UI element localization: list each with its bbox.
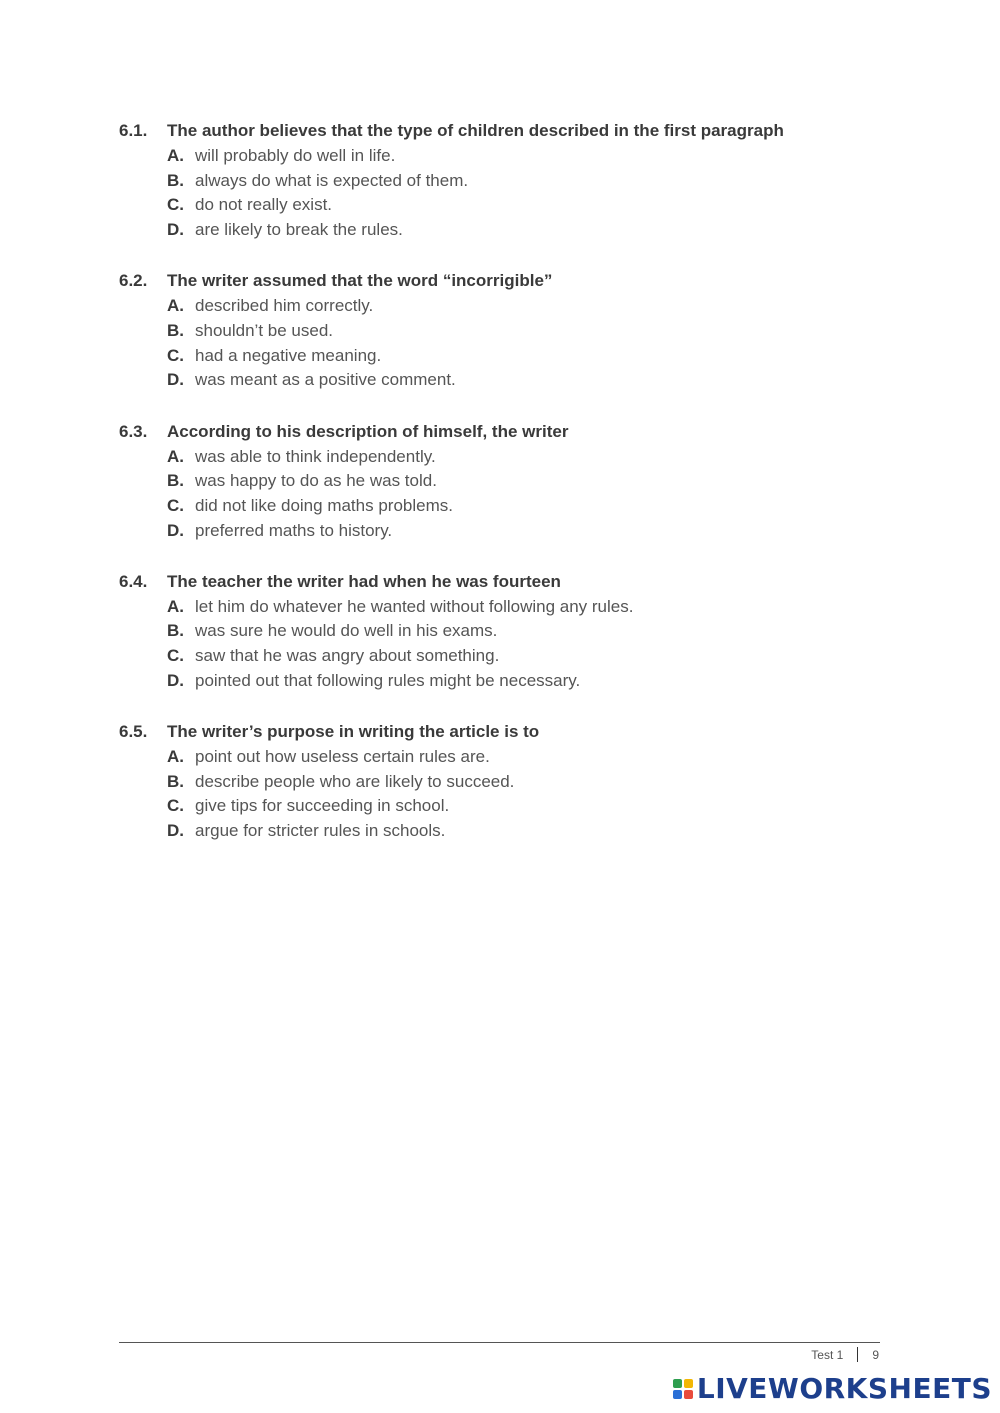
option-letter: C. — [167, 796, 184, 816]
answer-option[interactable] — [119, 745, 879, 770]
answer-options — [119, 445, 879, 544]
question-text: The writer assumed that the word “incorrigible” — [167, 271, 553, 291]
question-block — [119, 718, 879, 844]
answer-options — [119, 294, 879, 393]
option-text: had a negative meaning. — [195, 345, 382, 365]
option-letter: D. — [167, 821, 184, 841]
option-text: pointed out that following rules might be necessary. — [195, 670, 581, 690]
option-text: let him do whatever he wanted without following any rules. — [195, 596, 634, 616]
option-letter: B. — [167, 471, 184, 491]
option-text: always do what is expected of them. — [195, 170, 469, 190]
question-text: According to his description of himself, the writer — [167, 421, 569, 441]
page-number: 9 — [872, 1347, 879, 1362]
option-text: will probably do well in life. — [195, 146, 396, 165]
answer-option[interactable] — [119, 144, 879, 169]
option-letter: A. — [167, 296, 184, 316]
page-footer — [811, 1347, 879, 1362]
answer-option[interactable] — [119, 519, 879, 544]
question-text: The author believes that the type of children described in the first paragraph — [167, 121, 784, 140]
option-letter: D. — [167, 520, 184, 540]
option-text: do not really exist. — [195, 195, 333, 215]
question-number: 6.4. — [119, 571, 148, 591]
option-text: argue for stricter rules in schools. — [195, 821, 446, 841]
option-letter: D. — [167, 220, 184, 240]
option-text: shouldn’t be used. — [195, 320, 333, 340]
option-text: did not like doing maths problems. — [195, 495, 453, 515]
answer-option[interactable] — [119, 619, 879, 644]
option-text: preferred maths to history. — [195, 520, 393, 540]
answer-option[interactable] — [119, 770, 879, 795]
footer-separator — [857, 1347, 858, 1362]
answer-option[interactable] — [119, 169, 879, 194]
option-text: are likely to break the rules. — [195, 220, 403, 240]
option-letter: A. — [167, 747, 184, 766]
question-block — [119, 418, 879, 544]
question-block — [119, 568, 879, 694]
option-letter: B. — [167, 771, 184, 791]
option-text: point out how useless certain rules are. — [195, 747, 490, 766]
option-letter: D. — [167, 370, 184, 390]
option-text: saw that he was angry about something. — [195, 646, 500, 666]
option-text: was meant as a positive comment. — [195, 370, 456, 390]
answer-option[interactable] — [119, 595, 879, 620]
answer-options — [119, 745, 879, 844]
question-number: 6.1. — [119, 121, 148, 140]
option-letter: B. — [167, 170, 184, 190]
option-letter: C. — [167, 345, 184, 365]
option-letter: C. — [167, 195, 184, 215]
logo-square — [673, 1379, 682, 1388]
answer-option[interactable] — [119, 319, 879, 344]
question-number: 6.3. — [119, 421, 148, 441]
logo-square — [684, 1379, 693, 1388]
logo-square — [673, 1390, 682, 1399]
option-letter: A. — [167, 146, 184, 165]
answer-option[interactable] — [119, 819, 879, 844]
option-letter: B. — [167, 621, 184, 641]
question-list — [119, 117, 879, 868]
answer-option[interactable] — [119, 644, 879, 669]
option-text: describe people who are likely to succeed. — [195, 771, 515, 791]
logo-text: LIVEWORKSHEETS — [696, 1372, 992, 1405]
footer-section-label: Test 1 — [811, 1347, 844, 1362]
answer-option[interactable] — [119, 218, 879, 243]
question-number: 6.2. — [119, 271, 148, 291]
answer-option[interactable] — [119, 794, 879, 819]
question-heading — [119, 568, 879, 595]
option-letter: C. — [167, 495, 184, 515]
logo-square — [684, 1390, 693, 1399]
answer-option[interactable] — [119, 669, 879, 694]
logo-grid-icon — [673, 1379, 693, 1399]
option-letter: D. — [167, 670, 184, 690]
question-heading — [119, 718, 879, 745]
answer-option[interactable] — [119, 344, 879, 369]
footer-divider — [119, 1342, 880, 1343]
question-number: 6.5. — [119, 722, 148, 741]
answer-option[interactable] — [119, 294, 879, 319]
option-letter: C. — [167, 646, 184, 666]
option-text: described him correctly. — [195, 296, 374, 316]
option-letter: A. — [167, 446, 184, 466]
answer-option[interactable] — [119, 193, 879, 218]
question-text: The writer’s purpose in writing the article is to — [167, 722, 540, 741]
question-block — [119, 267, 879, 393]
answer-option[interactable] — [119, 445, 879, 470]
answer-options — [119, 595, 879, 694]
answer-option[interactable] — [119, 469, 879, 494]
answer-option[interactable] — [119, 368, 879, 393]
option-text: was able to think independently. — [195, 446, 436, 466]
liveworksheets-logo — [673, 1372, 992, 1405]
question-heading — [119, 418, 879, 445]
option-text: was happy to do as he was told. — [195, 471, 437, 491]
option-letter: B. — [167, 320, 184, 340]
question-heading — [119, 267, 879, 294]
option-text: give tips for succeeding in school. — [195, 796, 450, 816]
question-heading — [119, 117, 879, 144]
question-block — [119, 117, 879, 243]
answer-options — [119, 144, 879, 243]
answer-option[interactable] — [119, 494, 879, 519]
option-letter: A. — [167, 596, 184, 616]
question-text: The teacher the writer had when he was fourteen — [167, 571, 561, 591]
option-text: was sure he would do well in his exams. — [195, 621, 498, 641]
